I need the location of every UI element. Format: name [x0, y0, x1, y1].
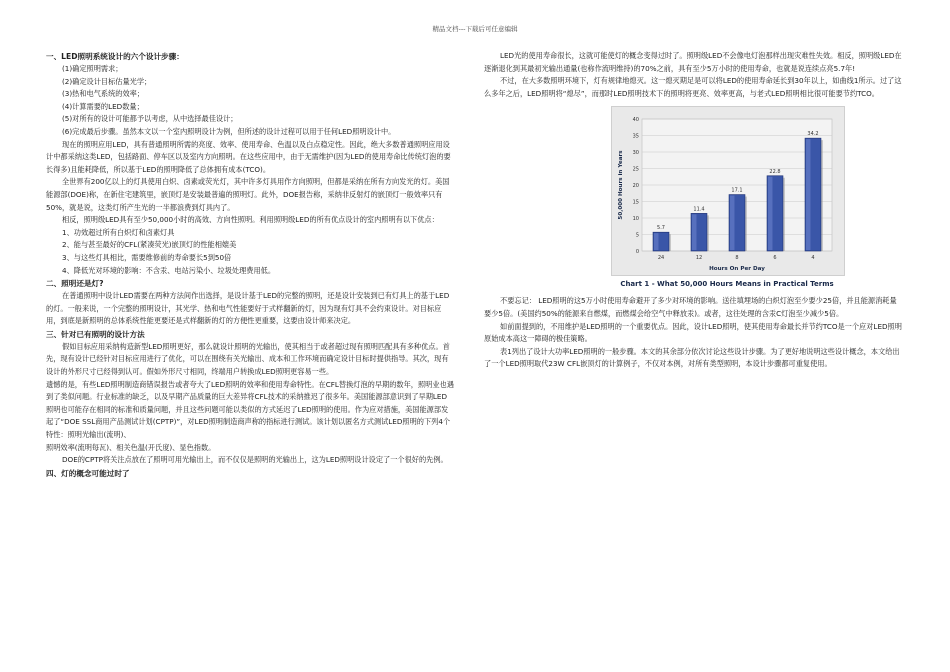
bar-chart: [612, 107, 844, 275]
list-item: 3、与这些灯具相比，需要维修前的寿命要长5到50倍: [62, 252, 232, 262]
section-heading: 二、照明还是灯?: [46, 279, 104, 289]
section-heading: 四、灯的概念可能过时了: [46, 468, 130, 478]
bar-highlight: [768, 177, 772, 250]
data-label: 5.7: [657, 225, 665, 232]
x-tick-label: 12: [695, 255, 703, 262]
paragraph: 现在的照明应用LED，具有普通照明所需的亮度、效率、使用寿命、色温以及白点稳定性。因此，绝大多数普通照明应用设计中都采纳这类LED，包括路面、停车区以及室内方向照明。在这些应用中，由于无需维护(因为LED的使用寿命比传统灯泡的要长得多)且能耗降低，所以基于LED的照明降低了总体拥有成本(TCO)。: [46, 139, 451, 174]
y-axis-label: 50,000 Hours in Years: [618, 150, 624, 220]
section-heading: 一、LED照明系统设计的六个设计步骤：: [46, 52, 184, 61]
paragraph: 不要忘记： LED照明的这5万小时使用寿命避开了多少对环境的影响。送往填埋场的白炽灯泡至少要少25倍，并且能源消耗量要少5倍。(美国约50%的能源来自燃煤，而燃煤会给空气中释放汞)。或者，这往处理的含汞C灯泡至少减少5倍。: [484, 296, 897, 318]
section-heading: 三、针对已有照明的设计方法: [46, 329, 145, 339]
x-tick-label: 4: [811, 255, 815, 262]
y-tick-label: 35: [632, 133, 639, 140]
chart-area: [611, 106, 845, 276]
list-item: (5)对所有的设计可能都予以考虑，从中选择最佳设计；: [62, 114, 238, 124]
data-label: 22.8: [769, 169, 781, 176]
data-label: 34.2: [807, 131, 819, 138]
paragraph: 假如目标应用采纳构造新型LED照明更好，那么就设计照明的光输出，使其相当于或者超过现有照明匹配具有多种优点。首先，现有设计已经针对目标应用进行了优化，可以在围绕有关光输出、成本和工作环境而确定设计目标时提供指导。其次，现有设计的外形尺寸已经得到认可。假如外形尺寸相同，终端用户转换成LED照明更容易一些。: [46, 341, 450, 377]
list-item: 4、降低光对环境的影响：不含汞、电站污染小、垃圾处理费用低。: [62, 265, 276, 275]
chart-figure: [611, 106, 843, 289]
y-tick-label: 40: [632, 117, 639, 124]
bar-highlight: [806, 140, 810, 251]
list-item: 1、功效超过所有白炽灯和卤素灯具: [62, 227, 175, 237]
list-item: (2)确定设计目标估量光学；: [62, 76, 152, 86]
list-item: (3)热和电气系统的效率；: [62, 89, 145, 99]
paragraph: 不过，在大多数照明环境下，灯有规律地熄灭。这一熄灭期足是可以将LED的使用寿命延长到30年以上，如曲线1所示。过了这么多年之后，LED照明将“熄尽”，而那时LED照明技术下的照明将更亮、效率更高，与老式LED照明相比很可能要节约TCO。: [484, 76, 902, 98]
paragraph: 照明效率(流明每瓦)、相关色温(开氏度)、显色指数。: [46, 442, 216, 452]
bar-highlight: [692, 215, 696, 251]
bar-highlight: [730, 196, 734, 250]
y-tick-label: 20: [632, 183, 639, 190]
paragraph: 遗憾的是，有些LED照明制造商错误报告或者夸大了LED照明的效率和使用寿命特性。在CFL替换灯泡的早期的数年，照明业也遇到了类似问题。行业标准的缺乏，以及早期产品质量的巨大差异将CFL技术的采纳推迟了很多年。美国能源部意识到了早期LED照明也可能存在相同的标准和质量问题，并且这些问题可能以类似的方式延迟了LED照明的使用。作为应对措施，美国能源部发起了“DOE SSL商用产品测试计划(CPTP)”，对LED照明制造商声称的指标进行测试。该计划以匿名方式测试LED照明的下列4个特性：照明光输出(流明)、: [46, 379, 454, 440]
y-tick-label: 10: [632, 216, 639, 223]
right-column: [484, 50, 902, 371]
x-axis-label: Hours On Per Day: [709, 266, 765, 273]
list-item: 2、能与甚至最好的CFL(紧凑荧光)嵌顶灯的性能相媲美: [62, 240, 237, 250]
y-tick-label: 5: [635, 232, 639, 239]
page-header: 精品文档---下载后可任意编辑: [432, 25, 518, 33]
data-label: 17.1: [731, 187, 743, 194]
list-item: (4)计算需要的LED数量；: [62, 101, 144, 111]
list-item: (1)确定照明需求；: [62, 64, 123, 73]
paragraph: 相反，照明级LED具有至少50,000小时的高效、方向性照明。利用照明级LED的所有优点设计的室内照明有以下优点：: [62, 215, 439, 225]
y-tick-label: 30: [632, 150, 639, 157]
left-column: [46, 50, 454, 480]
paragraph: 表1列出了设计大功率LED照明的一般步骤。本文的其余部分依次讨论这些设计步骤。为了更好地说明这些设计概念，本文给出了一个LED照明取代23W CFL嵌顶灯的计算例子，不仅对本例，对所有类型照明，本设计步骤都可重复使用。: [484, 346, 900, 369]
x-tick-label: 6: [773, 255, 777, 262]
paragraph: 如前面提到的，不用维护是LED照明的一个重要优点。因此，设计LED照明，使其使用寿命最长并节约TCO是一个应对LED照明原始成本高这一障碍的极佳策略。: [484, 321, 902, 344]
right-top-text: [484, 50, 902, 100]
paragraph: LED光的使用寿命很长，这就可能使灯的概念变得过时了。照明级LED不会像电灯泡那样出现灾难性失效。相反，照明级LED在逐渐退化到其最初光输出通量(也称作流明维持)的70%之前，具有至少5万小时的使用寿命，也就是说连续点亮5.7年!: [484, 51, 902, 73]
y-tick-label: 25: [632, 166, 639, 173]
x-tick-label: 8: [735, 255, 739, 262]
paragraph: 在普通照明中设计LED需要在两种方法间作出选择，是设计基于LED的完整的照明，还是设计安装到已有灯具上的基于LED的灯。一般来说，一个完整的照明设计，其光学、热和电气性能要好于式样翻新的灯，因为现有灯具不会约束设计。对目标应用，到底是新照明的总体系统性能更要还是式样翻新的灯的方便性更重要，这要由设计师来决定。: [46, 291, 450, 326]
data-label: 11.4: [693, 206, 705, 213]
bar-highlight: [654, 234, 658, 251]
paragraph: 全世界有200亿以上的灯具使用白炽、卤素或荧光灯，其中许多灯具用作方向照明，但都是采纳在所有方向发光的灯。美国能源部(DOE)称，在新住宅建筑里，嵌顶灯是安装最普遍的照明灯。此外，DOE报告称，采纳非反射灯的嵌顶灯一般效率只有50%，就是说，这类灯所产生光的一半都浪费到灯具内了。: [46, 177, 450, 212]
y-tick-label: 15: [632, 199, 639, 206]
chart-caption: Chart 1 - What 50,000 Hours Means in Practical Terms: [620, 280, 834, 289]
y-tick-label: 0: [635, 249, 639, 256]
x-tick-label: 24: [657, 255, 665, 262]
paragraph: DOE的CPTP将关注点放在了照明可用光输出上，而不仅仅是照明的光输出上，这为LED照明设计设定了一个很好的先例。: [62, 455, 448, 465]
list-item: (6)完成最后步骤。虽然本文以一个室内照明设计为例，但所述的设计过程可以用于任何LED照明设计中。: [62, 126, 396, 136]
right-bottom-text: [484, 295, 902, 371]
